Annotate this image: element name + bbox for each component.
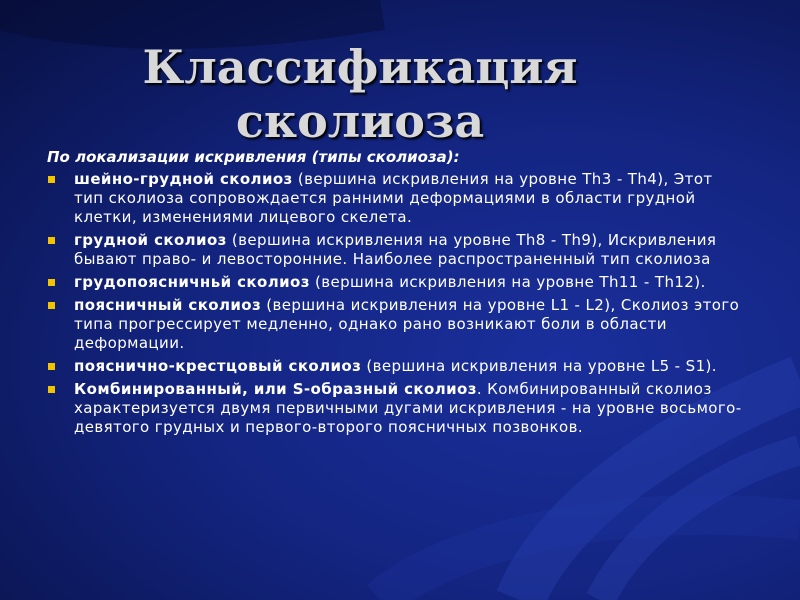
- list-item-text: (вершина искривления на уровне L1 - L2), Сколиоз этого типа прогрессирует медленно, однако рано возникают боли в области деформации.: [74, 296, 740, 352]
- list-item-term: Комбинированный, или S-образный сколиоз: [74, 380, 477, 398]
- list-item-thoracic: [47, 231, 747, 269]
- list-item-text: (вершина искривления на уровне L5 - S1).: [361, 357, 717, 375]
- square-bullet-icon: [48, 386, 55, 393]
- list-item-term: грудной сколиоз: [74, 231, 227, 249]
- list-item-text: (вершина искривления на уровне Th3 - Th4), Этот тип сколиоза сопровождается ранними деформациями в области грудной клетки, изменениями лицевого скелета.: [74, 170, 713, 226]
- square-bullet-icon: [48, 302, 55, 309]
- list-item-term: грудопоясничньй сколиоз: [74, 273, 310, 291]
- square-bullet-icon: [48, 237, 55, 244]
- list-item-cervicothoracic: [47, 170, 747, 227]
- list-item-text: . Комбинированный сколиоз характеризуется двумя первичными дугами искривления - на уровне восьмого-девятого грудных и первого-второго поясничных позвонков.: [74, 380, 742, 436]
- list-item-text: (вершина искривления на уровне Th11 - Th12).: [309, 273, 706, 291]
- square-bullet-icon: [48, 176, 55, 183]
- square-bullet-icon: [48, 363, 55, 370]
- square-bullet-icon: [48, 279, 55, 286]
- list-item-term: пояснично-крестцовый сколиоз: [74, 357, 362, 375]
- scoliosis-types-list: [47, 170, 747, 441]
- slide-title: Классификация сколиоза: [142, 40, 578, 148]
- list-item-lumbar: [47, 296, 747, 353]
- list-item-term: шейно-грудной сколиоз: [74, 170, 293, 188]
- slide-subtitle: По локализации искривления (типы сколиоза):: [47, 148, 460, 166]
- list-item-thoracolumbar: [47, 273, 747, 292]
- list-item-combined: [47, 380, 747, 437]
- list-item-term: поясничный сколиоз: [74, 296, 262, 314]
- list-item-text: (вершина искривления на уровне Th8 - Th9), Искривления бывают право- и левосторонние. Наиболее распространенный тип сколиоза: [74, 231, 717, 268]
- list-item-lumbosacral: [47, 357, 747, 376]
